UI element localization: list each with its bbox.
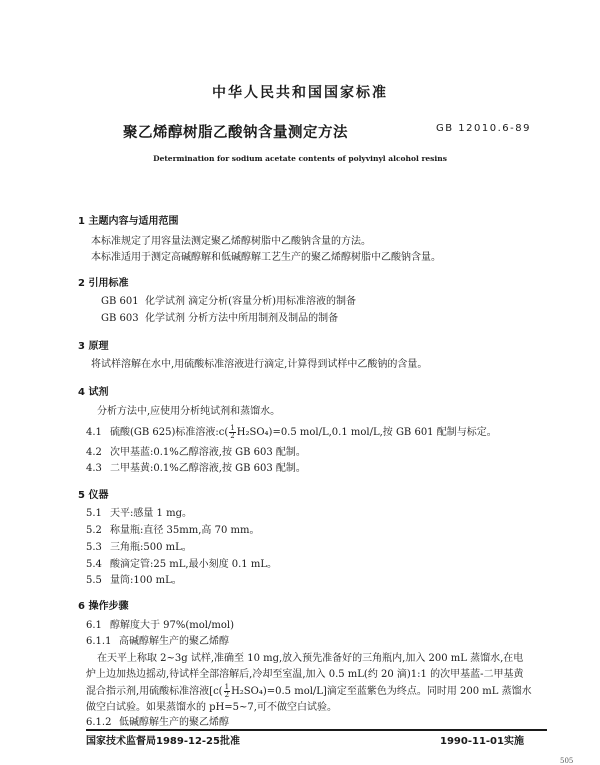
- reagent-text-post: H₂SO₄)=0.5 mol/L,0.1 mol/L,按 GB 601 配制与标定。: [236, 427, 497, 438]
- reagent-text: 次甲基蓝:0.1%乙醇溶液,按 GB 603 配制。: [110, 447, 306, 458]
- section-1-heading: 1 主题内容与适用范围: [78, 216, 179, 227]
- reagent-text-pre: 硫酸(GB 625)标准溶液:c(: [110, 427, 229, 438]
- instrument-5-4: [86, 558, 277, 572]
- item-number: 6.1: [86, 620, 102, 631]
- reagent-4-1: [86, 425, 497, 440]
- procedure-line-1: 在天平上称取 2~3g 试样,准确至 10 mg,放入预先准备好的三角瓶内,加入 200 mL 蒸馏水,在电: [97, 653, 524, 664]
- implementation-date: 1990-11-01实施: [440, 736, 524, 747]
- item-number: 5.5: [86, 575, 102, 586]
- fraction-denominator: 2: [224, 691, 230, 699]
- step-6-1-2: [86, 716, 229, 730]
- reagent-4-3: [86, 462, 306, 476]
- procedure-line-2: 炉上边加热边摇动,待试样全部溶解后,冷却至室温,加入 0.5 mL(约 20 滴)1:1 的次甲基蓝-二甲基黄: [86, 669, 524, 680]
- item-number: 4.1: [86, 427, 102, 438]
- item-number: 5.1: [86, 508, 102, 519]
- english-title: Determination for sodium acetate contents of polyvinyl alcohol resins: [153, 154, 447, 163]
- item-number: 6.1.1: [86, 636, 112, 647]
- instrument-text: 酸滴定管:25 mL,最小刻度 0.1 mL。: [110, 559, 277, 570]
- item-number: 4.2: [86, 447, 102, 458]
- reagent-text: 二甲基黄:0.1%乙醇溶液,按 GB 603 配制。: [110, 463, 306, 474]
- item-number: 4.3: [86, 463, 102, 474]
- reference-text: 化学试剂 分析方法中所用制剂及制品的制备: [145, 313, 339, 324]
- section-4-paragraph: 分析方法中,应使用分析纯试剂和蒸馏水。: [97, 406, 281, 417]
- section-6-heading: 6 操作步骤: [78, 601, 129, 612]
- procedure-text-post: H₂SO₄)=0.5 mol/L]滴定至蓝紫色为终点。同时用 200 mL 蒸馏水: [231, 686, 532, 697]
- fraction: [229, 425, 235, 440]
- reference-gb603: [101, 312, 338, 326]
- reference-code: GB 601: [101, 296, 139, 307]
- reagent-4-2: [86, 446, 306, 460]
- item-number: 5.3: [86, 542, 102, 553]
- section-3-heading: 3 原理: [78, 341, 109, 352]
- instrument-text: 量筒:100 mL。: [110, 575, 182, 586]
- step-text: 高碱醇解生产的聚乙烯醇: [119, 636, 229, 647]
- section-4-heading: 4 试剂: [78, 387, 109, 398]
- item-number: 6.1.2: [86, 717, 112, 728]
- section-1-paragraph-1: 本标准规定了用容量法测定聚乙烯醇树脂中乙酸钠含量的方法。: [91, 236, 371, 247]
- instrument-text: 三角瓶:500 mL。: [110, 542, 192, 553]
- procedure-line-3: [86, 684, 532, 699]
- instrument-5-5: [86, 574, 182, 588]
- item-number: 5.4: [86, 559, 102, 570]
- instrument-text: 称量瓶:直径 35mm,高 70 mm。: [110, 525, 260, 536]
- fraction-numerator: 1: [224, 683, 230, 691]
- section-3-paragraph: 将试样溶解在水中,用硫酸标准溶液进行滴定,计算得到试样中乙酸钠的含量。: [91, 359, 428, 370]
- document-title: 聚乙烯醇树脂乙酸钠含量测定方法: [123, 125, 348, 141]
- reference-gb601: [101, 295, 356, 309]
- instrument-text: 天平:感量 1 mg。: [110, 508, 192, 519]
- instrument-5-3: [86, 541, 192, 555]
- fraction-denominator: 2: [230, 432, 235, 440]
- section-5-heading: 5 仪器: [78, 490, 109, 501]
- step-text: 低碱醇解生产的聚乙烯醇: [119, 717, 229, 728]
- fraction: [224, 684, 230, 699]
- standard-number: GB 12010.6-89: [436, 123, 531, 134]
- fraction-numerator: 1: [230, 424, 235, 432]
- section-2-heading: 2 引用标准: [78, 278, 129, 289]
- step-6-1: [86, 619, 234, 633]
- step-6-1-1: [86, 635, 229, 649]
- procedure-text-pre: 混合指示剂,用硫酸标准溶液[c(: [86, 686, 223, 697]
- national-standard-heading: 中华人民共和国国家标准: [212, 85, 388, 101]
- instrument-5-2: [86, 524, 259, 538]
- page-number: 505: [560, 757, 574, 765]
- step-text: 醇解度大于 97%(mol/mol): [110, 620, 234, 631]
- section-1-paragraph-2: 本标准适用于测定高碱醇解和低碱醇解工艺生产的聚乙烯醇树脂中乙酸钠含量。: [91, 252, 441, 263]
- approval-line: 国家技术监督局1989-12-25批准: [86, 736, 240, 747]
- item-number: 5.2: [86, 525, 102, 536]
- procedure-line-4: 做空白试验。如果蒸馏水的 pH=5~7,可不做空白试验。: [86, 702, 337, 713]
- footer-rule: [86, 729, 547, 731]
- instrument-5-1: [86, 507, 192, 521]
- reference-text: 化学试剂 滴定分析(容量分析)用标准溶液的制备: [145, 296, 356, 307]
- reference-code: GB 603: [101, 313, 139, 324]
